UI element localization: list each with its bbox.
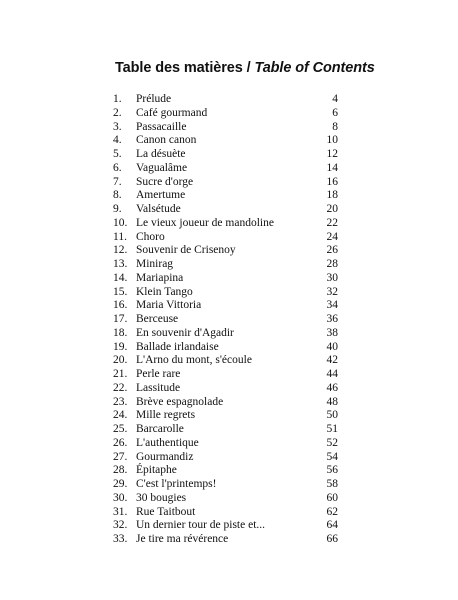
toc-entry-title: Épitaphe	[136, 464, 177, 477]
toc-entry-page: 16	[326, 175, 338, 188]
toc-entry-title: Le vieux joueur de mandoline	[136, 216, 274, 229]
toc-entry	[113, 382, 338, 396]
toc-entry-title: Un dernier tour de piste et...	[136, 519, 266, 532]
toc-entry-title: Gourmandiz	[136, 450, 194, 463]
table-of-contents	[113, 93, 338, 547]
toc-entry-page: 44	[326, 368, 338, 380]
toc-entry-number: 33.	[113, 533, 128, 545]
toc-entry-title: Amertume	[136, 189, 186, 202]
toc-entry-title: Café gourmand	[136, 106, 208, 119]
toc-entry-title: Sucre d'orge	[136, 175, 194, 188]
toc-entry	[113, 258, 338, 272]
toc-entry-page: 30	[326, 271, 338, 284]
toc-entry	[113, 217, 338, 231]
toc-entry-page: 38	[326, 326, 338, 339]
toc-entry-number: 15.	[113, 285, 128, 298]
toc-entry-number: 28.	[113, 464, 128, 477]
toc-entry-page: 28	[326, 258, 338, 270]
toc-entry-number: 14.	[113, 271, 128, 284]
toc-entry	[113, 464, 338, 478]
toc-entry	[113, 189, 338, 203]
toc-entry-number: 32.	[113, 519, 128, 532]
toc-entry-page: 56	[326, 464, 338, 477]
toc-entry-title: Passacaille	[136, 120, 187, 133]
toc-entry-title: Brève espagnolade	[136, 395, 224, 408]
toc-entry-title: Choro	[136, 230, 165, 243]
toc-entry-title: Vagualâme	[136, 161, 188, 174]
toc-entry-number: 11.	[113, 230, 127, 243]
toc-entry	[113, 107, 338, 121]
toc-entry-number: 19.	[113, 340, 128, 353]
toc-entry-number: 29.	[113, 478, 128, 490]
toc-entry	[113, 437, 338, 451]
toc-entry	[113, 409, 338, 423]
toc-entry-title: L'Arno du mont, s'écoule	[136, 354, 252, 367]
toc-entry-number: 18.	[113, 326, 128, 339]
toc-entry	[113, 327, 338, 341]
toc-entry-page: 22	[326, 216, 338, 229]
toc-entry	[113, 162, 338, 176]
toc-entry-page: 32	[326, 285, 338, 298]
toc-entry-page: 6	[332, 106, 338, 119]
toc-entry-title: Canon canon	[136, 134, 197, 147]
page-title-french: Table des matières /	[115, 60, 255, 76]
toc-entry-title: En souvenir d'Agadir	[136, 326, 234, 339]
toc-entry-page: 48	[326, 395, 338, 408]
toc-entry	[113, 451, 338, 465]
toc-entry-page: 64	[326, 519, 338, 532]
toc-entry	[113, 203, 338, 217]
toc-entry	[113, 423, 338, 437]
toc-entry-number: 12.	[113, 244, 128, 257]
toc-entry	[113, 176, 338, 190]
toc-entry	[113, 492, 338, 506]
toc-entry	[113, 354, 338, 368]
toc-entry-number: 5.	[113, 148, 122, 160]
toc-entry-number: 26.	[113, 436, 128, 449]
toc-entry-page: 50	[326, 409, 338, 422]
toc-entry-number: 25.	[113, 423, 128, 435]
toc-entry	[113, 341, 338, 355]
toc-entry-title: Perle rare	[136, 368, 181, 380]
toc-entry	[113, 368, 338, 382]
page-title	[115, 60, 375, 76]
toc-entry-number: 31.	[113, 505, 128, 518]
toc-entry-number: 21.	[113, 368, 128, 380]
toc-entry-page: 20	[326, 203, 338, 215]
toc-entry-page: 54	[326, 450, 338, 463]
toc-entry-title: Lassitude	[136, 381, 181, 394]
toc-entry-number: 7.	[113, 175, 122, 188]
toc-entry-number: 1.	[113, 93, 122, 105]
toc-entry-page: 46	[326, 381, 338, 394]
toc-entry-title: Maria Vittoria	[136, 299, 202, 312]
toc-entry-title: Ballade irlandaise	[136, 340, 219, 353]
toc-entry-page: 8	[332, 120, 338, 133]
toc-entry-page: 40	[326, 340, 338, 353]
toc-entry-page: 24	[326, 230, 338, 243]
toc-entry-number: 17.	[113, 313, 128, 325]
toc-entry	[113, 134, 338, 148]
toc-entry-number: 16.	[113, 299, 128, 312]
toc-entry-number: 8.	[113, 189, 122, 202]
toc-entry-number: 27.	[113, 450, 128, 463]
toc-entry-number: 9.	[113, 203, 122, 215]
toc-entry-title: L'authentique	[136, 436, 199, 449]
toc-entry	[113, 506, 338, 520]
toc-entry-title: C'est l'printemps!	[136, 478, 217, 490]
toc-entry-page: 14	[326, 161, 338, 174]
toc-entry-title: Valsétude	[136, 203, 181, 215]
toc-entry-page: 51	[326, 423, 338, 435]
toc-entry-title: Barcarolle	[136, 423, 184, 435]
page-title-english: Table of Contents	[254, 60, 375, 76]
toc-entry	[113, 148, 338, 162]
toc-entry-title: Mille regrets	[136, 409, 196, 422]
toc-entry-page: 60	[326, 491, 338, 504]
toc-entry-title: La désuète	[136, 148, 186, 160]
toc-entry-number: 10.	[113, 216, 128, 229]
toc-entry-page: 10	[326, 134, 338, 147]
toc-entry	[113, 272, 338, 286]
toc-entry-number: 20.	[113, 354, 128, 367]
toc-entry	[113, 244, 338, 258]
toc-entry	[113, 313, 338, 327]
toc-entry-title: Klein Tango	[136, 285, 193, 298]
toc-entry-number: 24.	[113, 409, 128, 422]
toc-entry-page: 18	[326, 189, 338, 202]
toc-entry-page: 66	[326, 533, 338, 545]
toc-entry-title: Mariapina	[136, 271, 184, 284]
toc-entry	[113, 478, 338, 492]
toc-entry	[113, 231, 338, 245]
toc-entry-page: 34	[326, 299, 338, 312]
toc-entry-number: 6.	[113, 161, 122, 174]
toc-entry-page: 62	[326, 505, 338, 518]
toc-entry-page: 42	[326, 354, 338, 367]
toc-entry-page: 4	[332, 93, 338, 105]
toc-entry	[113, 396, 338, 410]
toc-entry-title: Prélude	[136, 93, 172, 105]
toc-entry-number: 4.	[113, 134, 122, 147]
toc-entry-number: 3.	[113, 120, 122, 133]
toc-entry	[113, 519, 338, 533]
toc-entry-page: 52	[326, 436, 338, 449]
toc-entry-title: Souvenir de Crisenoy	[136, 244, 236, 257]
toc-entry-page: 58	[326, 478, 338, 490]
toc-entry-number: 13.	[113, 258, 128, 270]
toc-entry-title: Minirag	[136, 258, 174, 270]
toc-entry-title: Rue Taitbout	[136, 505, 196, 518]
toc-entry-number: 2.	[113, 106, 122, 119]
toc-entry	[113, 286, 338, 300]
toc-entry-number: 30.	[113, 491, 128, 504]
toc-entry	[113, 93, 338, 107]
toc-entry-title: Je tire ma révérence	[136, 533, 229, 545]
toc-entry-page: 36	[326, 313, 338, 325]
toc-entry-page: 26	[326, 244, 338, 257]
toc-entry-title: 30 bougies	[136, 491, 187, 504]
toc-entry-number: 22.	[113, 381, 128, 394]
toc-entry-page: 12	[326, 148, 338, 160]
toc-entry	[113, 121, 338, 135]
toc-entry-title: Berceuse	[136, 313, 179, 325]
toc-entry	[113, 533, 338, 547]
toc-entry	[113, 299, 338, 313]
toc-entry-number: 23.	[113, 395, 128, 408]
